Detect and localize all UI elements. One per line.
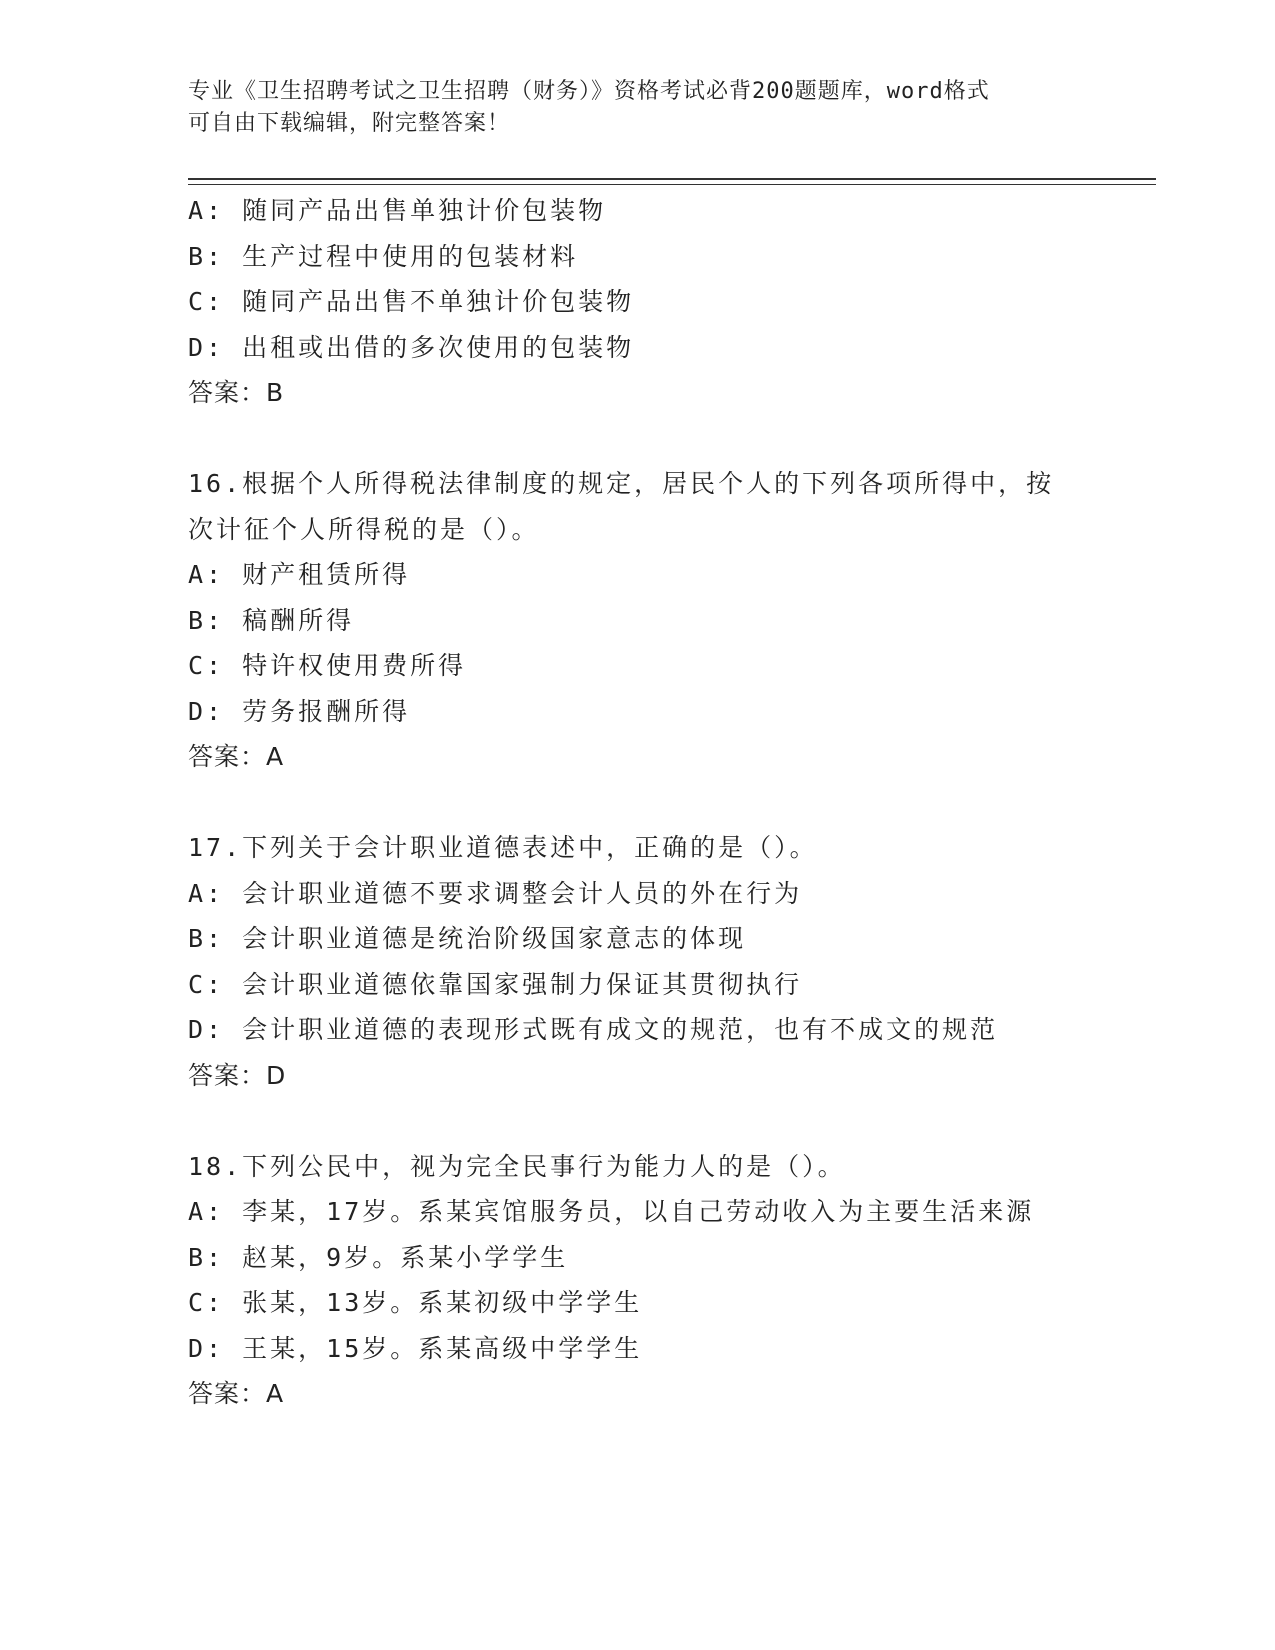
question-15-block: [188, 188, 1088, 416]
option-a: A: 李某，17岁。系某宾馆服务员，以自己劳动收入为主要生活来源: [188, 1197, 1035, 1226]
spacer: [188, 780, 1088, 826]
option-b: B: 生产过程中使用的包装材料: [188, 241, 579, 271]
header-divider-thick: [188, 178, 1156, 180]
question-text-line-1: 16.根据个人所得税法律制度的规定，居民个人的下列各项所得中，按: [188, 469, 1055, 498]
option-a: A: 财产租赁所得: [188, 560, 411, 589]
option-c: C: 会计职业道德依靠国家强制力保证其贯彻执行: [188, 969, 803, 999]
option-a: A: 随同产品出售单独计价包装物: [188, 196, 607, 225]
option-b: B: 赵某，9岁。系某小学学生: [188, 1242, 569, 1272]
answer-line: 答案：D: [188, 1060, 287, 1090]
spacer: [188, 1098, 1088, 1144]
document-header: [188, 76, 1088, 140]
option-d: D: 王某，15岁。系某高级中学学生: [188, 1333, 643, 1363]
question-17-block: [188, 825, 1088, 1098]
header-title-line-1: 专业《卫生招聘考试之卫生招聘（财务）》资格考试必背200题题库，word格式: [188, 79, 990, 104]
question-text-line-1: 17.下列关于会计职业道德表述中，正确的是（）。: [188, 833, 818, 862]
question-18-block: [188, 1144, 1088, 1417]
option-b: B: 会计职业道德是统治阶级国家意志的体现: [188, 924, 747, 953]
answer-line: 答案：A: [188, 742, 285, 771]
option-d: D: 会计职业道德的表现形式既有成文的规范，也有不成文的规范: [188, 1015, 999, 1044]
question-text-line-1: 18.下列公民中，视为完全民事行为能力人的是（）。: [188, 1151, 846, 1181]
question-content: [188, 188, 1088, 1417]
option-d: D: 劳务报酬所得: [188, 696, 411, 726]
option-c: C: 随同产品出售不单独计价包装物: [188, 287, 635, 316]
option-a: A: 会计职业道德不要求调整会计人员的外在行为: [188, 878, 803, 908]
answer-line: 答案：A: [188, 1379, 285, 1408]
spacer: [188, 416, 1088, 462]
option-c: C: 特许权使用费所得: [188, 651, 467, 680]
answer-line: 答案：B: [188, 378, 285, 407]
option-d: D: 出租或出借的多次使用的包装物: [188, 332, 635, 362]
question-16-block: [188, 461, 1088, 780]
option-b: B: 稿酬所得: [188, 605, 355, 635]
header-divider-thin: [188, 184, 1156, 185]
header-title-line-2: 可自由下载编辑，附完整答案！: [188, 111, 511, 136]
option-c: C: 张某，13岁。系某初级中学学生: [188, 1288, 643, 1317]
question-text-line-2: 次计征个人所得税的是（）。: [188, 514, 540, 544]
